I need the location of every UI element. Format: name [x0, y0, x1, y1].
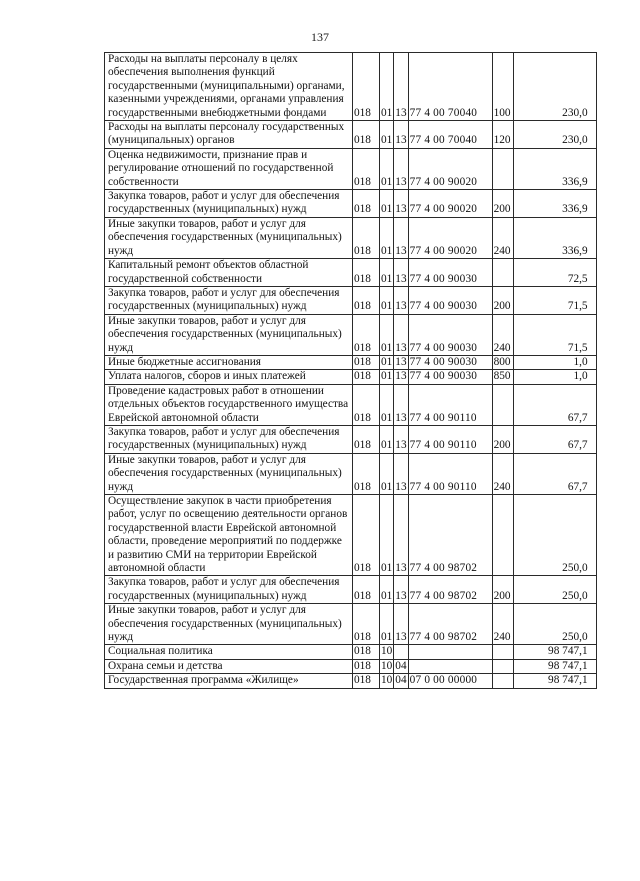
section-code: 01 [380, 314, 394, 355]
expense-type-code: 240 [492, 453, 513, 494]
target-article-code: 77 4 00 90020 [408, 148, 492, 189]
subsection-code: 13 [394, 425, 408, 453]
table-row [105, 190, 597, 218]
subsection-code: 13 [394, 121, 408, 149]
subsection-code: 13 [394, 148, 408, 189]
table-row [105, 384, 597, 425]
amount: 336,9 [513, 190, 596, 218]
item-name: Капитальный ремонт объектов областной государственной собственности [105, 259, 353, 287]
amount: 71,5 [513, 286, 596, 314]
target-article-code: 77 4 00 70040 [408, 121, 492, 149]
expense-type-code: 800 [492, 355, 513, 369]
target-article-code: 77 4 00 90030 [408, 314, 492, 355]
table-row [105, 370, 597, 384]
item-name: Охрана семьи и детства [105, 659, 353, 673]
section-code: 10 [381, 645, 393, 658]
target-article-code: 77 4 00 98702 [408, 604, 492, 645]
expense-type-code [492, 495, 513, 576]
section-code: 01 [380, 217, 394, 258]
subsection-code: 13 [394, 495, 408, 576]
target-article-code: 77 4 00 90020 [408, 217, 492, 258]
item-name: Иные закупки товаров, работ и услуг для обеспечения государственных (муниципальных) нужд [105, 314, 353, 355]
ved-code: 018 [353, 121, 380, 149]
budget-table [104, 52, 597, 689]
expense-type-code: 240 [492, 604, 513, 645]
item-name: Государственная программа «Жилище» [105, 674, 353, 688]
amount: 98 747,1 [513, 674, 596, 688]
expense-type-code [492, 674, 513, 688]
subsection-code: 04 [395, 674, 407, 687]
ved-code: 018 [353, 604, 380, 645]
expense-type-code: 200 [492, 190, 513, 218]
item-name: Закупка товаров, работ и услуг для обеспечения государственных (муниципальных) нужд [105, 576, 353, 604]
amount: 1,0 [513, 370, 596, 384]
item-name: Закупка товаров, работ и услуг для обеспечения государственных (муниципальных) нужд [105, 425, 353, 453]
expense-type-code: 200 [492, 286, 513, 314]
ved-code: 018 [353, 370, 380, 384]
table-row [105, 259, 597, 287]
amount: 67,7 [513, 384, 596, 425]
item-name: Закупка товаров, работ и услуг для обеспечения государственных (муниципальных) нужд [105, 286, 353, 314]
subsection-code: 13 [394, 314, 408, 355]
table-row [105, 425, 597, 453]
subsection-code: 13 [395, 370, 407, 383]
ved-code: 018 [353, 425, 380, 453]
ved-code: 018 [353, 217, 380, 258]
amount: 250,0 [513, 495, 596, 576]
section-code: 01 [380, 495, 394, 576]
expense-type-code [492, 259, 513, 287]
ved-code: 018 [353, 645, 380, 659]
ved-code: 018 [353, 659, 380, 673]
amount: 71,5 [513, 314, 596, 355]
section-code: 01 [380, 604, 394, 645]
table-row [105, 674, 597, 688]
ved-code: 018 [353, 674, 380, 688]
section-code: 01 [380, 190, 394, 218]
ved-code: 018 [353, 286, 380, 314]
subsection-code: 13 [394, 53, 408, 121]
target-article-code: 77 4 00 90020 [408, 190, 492, 218]
table-row [105, 495, 597, 576]
expense-type-code: 200 [492, 576, 513, 604]
target-article-code: 77 4 00 90030 [408, 370, 492, 384]
section-code: 01 [380, 453, 394, 494]
item-name: Иные закупки товаров, работ и услуг для обеспечения государственных (муниципальных) нужд [105, 604, 353, 645]
expense-type-code: 240 [492, 314, 513, 355]
ved-code: 018 [353, 453, 380, 494]
table-row [105, 121, 597, 149]
section-code: 01 [380, 259, 394, 287]
target-article-code: 77 4 00 90110 [408, 384, 492, 425]
target-article-code [408, 659, 492, 673]
expense-type-code: 240 [492, 217, 513, 258]
amount: 230,0 [513, 121, 596, 149]
subsection-code: 13 [394, 217, 408, 258]
section-code: 01 [381, 355, 393, 368]
item-name: Социальная политика [105, 645, 353, 659]
section-code: 10 [381, 674, 393, 687]
expense-type-code [492, 659, 513, 673]
ved-code: 018 [353, 384, 380, 425]
section-code: 10 [381, 659, 393, 672]
subsection-code: 13 [394, 259, 408, 287]
page-number: 137 [311, 30, 329, 44]
ved-code: 018 [353, 148, 380, 189]
table-row [105, 453, 597, 494]
expense-type-code: 200 [492, 425, 513, 453]
item-name: Осуществление закупок в части приобретения работ, услуг по освещению деятельности органов государственной власти Еврейской автономной области, проведение мероприятий по поддержке и развитию СМИ на территории Еврейской автономной области [105, 495, 353, 576]
item-name: Иные закупки товаров, работ и услуг для обеспечения государственных (муниципальных) нужд [105, 453, 353, 494]
amount: 336,9 [513, 148, 596, 189]
table-row [105, 53, 597, 121]
section-code: 01 [380, 53, 394, 121]
section-code: 01 [380, 286, 394, 314]
target-article-code: 77 4 00 90030 [408, 259, 492, 287]
target-article-code: 77 4 00 70040 [408, 53, 492, 121]
expense-type-code: 100 [492, 53, 513, 121]
section-code: 01 [380, 384, 394, 425]
target-article-code: 07 0 00 00000 [408, 674, 492, 688]
table-row [105, 576, 597, 604]
target-article-code: 77 4 00 90110 [408, 453, 492, 494]
item-name: Оценка недвижимости, признание прав и регулирование отношений по государственной собственности [105, 148, 353, 189]
target-article-code: 77 4 00 98702 [408, 495, 492, 576]
target-article-code: 77 4 00 90110 [408, 425, 492, 453]
table-row [105, 217, 597, 258]
item-name: Уплата налогов, сборов и иных платежей [105, 370, 353, 384]
amount: 67,7 [513, 453, 596, 494]
amount: 98 747,1 [513, 659, 596, 673]
subsection-code: 13 [394, 576, 408, 604]
expense-type-code: 850 [492, 370, 513, 384]
subsection-code: 13 [394, 384, 408, 425]
table-row [105, 659, 597, 673]
item-name: Расходы на выплаты персоналу государственных (муниципальных) органов [105, 121, 353, 149]
section-code: 01 [380, 148, 394, 189]
item-name: Иные закупки товаров, работ и услуг для обеспечения государственных (муниципальных) нужд [105, 217, 353, 258]
table-row [105, 645, 597, 659]
ved-code: 018 [353, 259, 380, 287]
table-row [105, 148, 597, 189]
section-code: 01 [380, 576, 394, 604]
ved-code: 018 [353, 576, 380, 604]
target-article-code [408, 645, 492, 659]
amount: 230,0 [513, 53, 596, 121]
ved-code: 018 [353, 495, 380, 576]
amount: 1,0 [513, 355, 596, 369]
amount: 98 747,1 [513, 645, 596, 659]
target-article-code: 77 4 00 90030 [408, 355, 492, 369]
amount: 250,0 [513, 604, 596, 645]
item-name: Закупка товаров, работ и услуг для обеспечения государственных (муниципальных) нужд [105, 190, 353, 218]
amount: 336,9 [513, 217, 596, 258]
target-article-code: 77 4 00 90030 [408, 286, 492, 314]
section-code: 01 [380, 121, 394, 149]
expense-type-code: 120 [492, 121, 513, 149]
section-code: 01 [381, 370, 393, 383]
subsection-code [394, 645, 408, 659]
subsection-code: 13 [395, 355, 407, 368]
ved-code: 018 [353, 53, 380, 121]
ved-code: 018 [353, 314, 380, 355]
section-code: 01 [380, 425, 394, 453]
ved-code: 018 [353, 190, 380, 218]
table-row [105, 314, 597, 355]
target-article-code: 77 4 00 98702 [408, 576, 492, 604]
subsection-code: 13 [394, 286, 408, 314]
expense-type-code [492, 645, 513, 659]
item-name: Расходы на выплаты персоналу в целях обеспечения выполнения функций государственными (муниципальными) органами, казенными учреждениями, органами управления государственными внебюджетными фондами [105, 53, 353, 121]
subsection-code: 13 [394, 604, 408, 645]
subsection-code: 13 [394, 190, 408, 218]
amount: 72,5 [513, 259, 596, 287]
table-row [105, 355, 597, 369]
ved-code: 018 [353, 355, 380, 369]
table-row [105, 604, 597, 645]
item-name: Иные бюджетные ассигнования [105, 355, 353, 369]
subsection-code: 04 [395, 659, 407, 672]
expense-type-code [492, 384, 513, 425]
table-row [105, 286, 597, 314]
amount: 250,0 [513, 576, 596, 604]
expense-type-code [492, 148, 513, 189]
item-name: Проведение кадастровых работ в отношении отдельных объектов государственного имущества Еврейской автономной области [105, 384, 353, 425]
subsection-code: 13 [394, 453, 408, 494]
amount: 67,7 [513, 425, 596, 453]
